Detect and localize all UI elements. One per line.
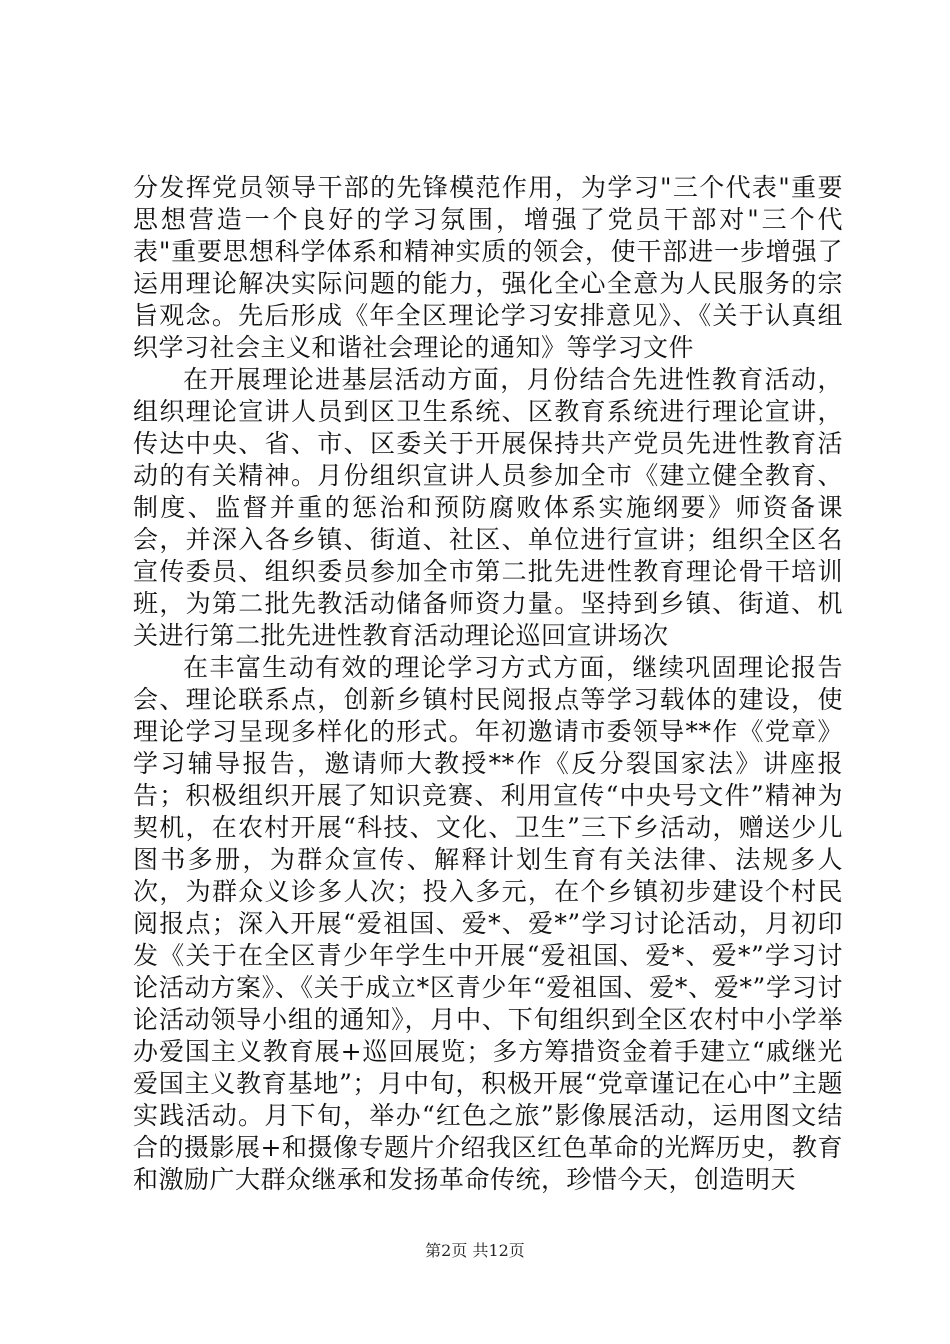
paragraph-continuation: 分发挥党员领导干部的先锋模范作用，为学习"三个代表"重要思想营造一个良好的学习氛围，增强了党员干部对"三个代表"重要思想科学体系和精神实质的领会，使干部进一步增强了运用理论解决实际问题的能力，强化全心全意为人民服务的宗旨观念。先后形成《年全区理论学习安排意见》、《关于认真组织学习社会主义和谐社会理论的通知》等学习文件: [133, 173, 843, 362]
paragraph-study-methods: 在丰富生动有效的理论学习方式方面，继续巩固理论报告会、理论联系点，创新乡镇村民阅报点等学习载体的建设，使理论学习呈现多样化的形式。年初邀请市委领导**作《党章》学习辅导报告，邀请师大教授**作《反分裂国家法》讲座报告；积极组织开展了知识竞赛、利用宣传“中央号文件”精神为契机，在农村开展“科技、文化、卫生”三下乡活动，赠送少儿图书多册，为群众宣传、解释计划生育有关法律、法规多人次，为群众义诊多人次；投入多元，在个乡镇初步建设个村民阅报点；深入开展“爱祖国、爱*、爱*”学习讨论活动，月初印发《关于在全区青少年学生中开展“爱祖国、爱*、爱*”学习讨论活动方案》、《关于成立*区青少年“爱祖国、爱*、爱*”学习讨论活动领导小组的通知》，月中、下旬组织到全区农村中小学举办爱国主义教育展+巡回展览；多方筹措资金着手建立“戚继光爱国主义教育基地”；月中旬，积极开展“党章谨记在心中”主题实践活动。月下旬，举办“红色之旅”影像展活动，运用图文结合的摄影展+和摄像专题片介绍我区红色革命的光辉历史，教育和激励广大群众继承和发扬革命传统，珍惜今天，创造明天: [133, 653, 843, 1194]
document-body: [133, 172, 843, 1196]
page-footer: 第2页 共12页: [425, 1241, 525, 1260]
paragraph-grassroots-theory: 在开展理论进基层活动方面，月份结合先进性教育活动，组织理论宣讲人员到区卫生系统、区教育系统进行理论宣讲，传达中央、省、市、区委关于开展保持共产党员先进性教育活动的有关精神。月份组织宣讲人员参加全市《建立健全教育、制度、监督并重的惩治和预防腐败体系实施纲要》师资备课会，并深入各乡镇、街道、社区、单位进行宣讲；组织全区名宣传委员、组织委员参加全市第二批先进性教育理论骨干培训班，为第二批先教活动储备师资力量。坚持到乡镇、街道、机关进行第二批先进性教育活动理论巡回宣讲场次: [133, 365, 843, 650]
